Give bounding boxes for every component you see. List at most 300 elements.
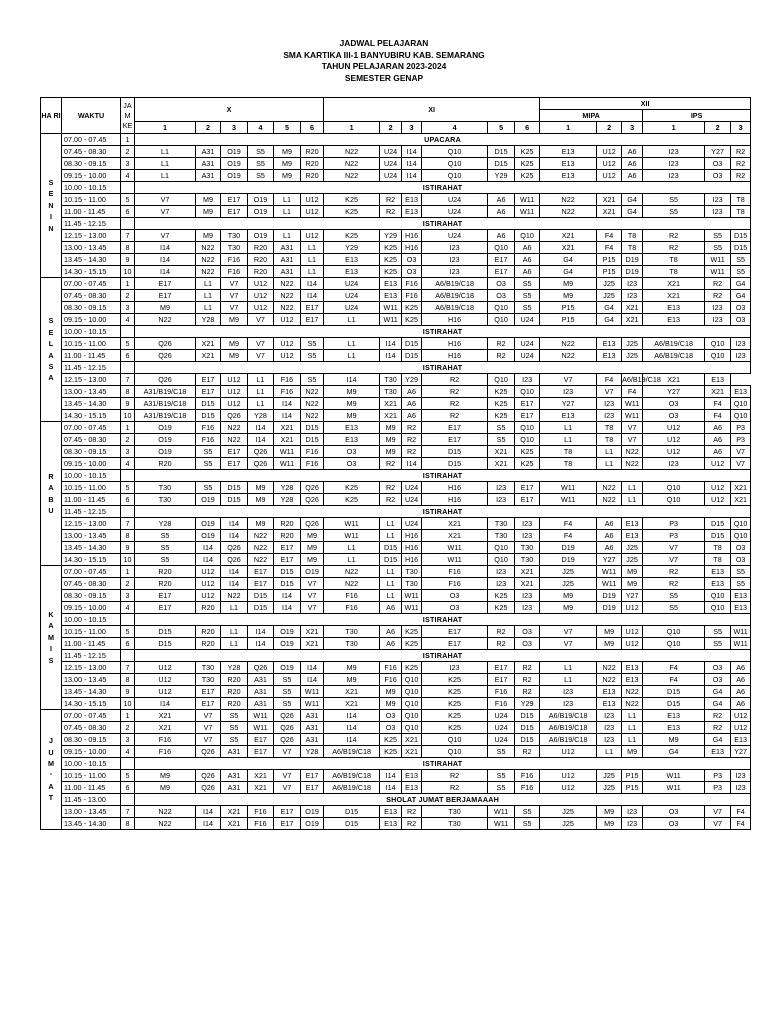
subject-cell: R2 (402, 818, 422, 830)
merged-activity-cell: ISTIRAHAT (135, 614, 751, 626)
subject-cell: A6 (402, 386, 422, 398)
subject-cell: N22 (597, 674, 622, 686)
subject-cell: W11 (705, 266, 731, 278)
subject-cell: X21 (540, 230, 597, 242)
subject-cell: R20 (274, 530, 301, 542)
period-cell: 4 (121, 458, 135, 470)
subject-cell: A31 (274, 266, 301, 278)
subject-cell: K25 (488, 590, 515, 602)
subject-cell: N22 (301, 386, 324, 398)
subject-cell: I23 (422, 254, 488, 266)
subject-cell: R20 (301, 146, 324, 158)
subject-cell: U24 (488, 710, 515, 722)
subject-cell: E13 (705, 374, 731, 386)
subject-cell: V7 (274, 782, 301, 794)
time-cell: 11.00 - 11.45 (62, 782, 121, 794)
subject-cell: Q10 (731, 530, 751, 542)
subject-cell: I23 (515, 374, 540, 386)
subject-cell: K25 (515, 446, 540, 458)
table-row (41, 218, 751, 230)
subject-cell: M9 (540, 278, 597, 290)
subject-cell: J25 (597, 770, 622, 782)
period-cell: 4 (121, 746, 135, 758)
subject-cell: A6 (597, 518, 622, 530)
subject-cell: F16 (422, 566, 488, 578)
subject-cell: R2 (705, 290, 731, 302)
subject-cell: Q26 (196, 782, 221, 794)
subject-cell: S5 (248, 146, 274, 158)
subject-cell: I23 (597, 398, 622, 410)
subject-cell: I23 (731, 782, 751, 794)
subject-cell: I23 (488, 566, 515, 578)
subject-cell: Y27 (597, 554, 622, 566)
subject-cell: F16 (324, 590, 380, 602)
subject-cell: X21 (135, 722, 196, 734)
subject-cell: U12 (731, 722, 751, 734)
subject-cell: W11 (597, 566, 622, 578)
subject-cell: N22 (135, 818, 196, 830)
subject-cell: L1 (380, 590, 402, 602)
table-row (41, 242, 751, 254)
subject-cell: F16 (301, 458, 324, 470)
table-row (41, 458, 751, 470)
period-cell: 8 (121, 242, 135, 254)
table-row (41, 662, 751, 674)
header-kelas-x: X (135, 98, 324, 122)
time-cell: 07.00 - 07.45 (62, 278, 121, 290)
subject-cell: E13 (643, 722, 705, 734)
subject-cell: L1 (622, 734, 643, 746)
subject-cell: E13 (380, 278, 402, 290)
col-number-xi-4: 4 (422, 122, 488, 134)
subject-cell: U24 (402, 494, 422, 506)
subject-cell: W11 (301, 698, 324, 710)
table-row (41, 770, 751, 782)
subject-cell: Q10 (731, 398, 751, 410)
title-line-2: SMA KARTIKA III-1 BANYUBIRU KAB. SEMARANG (283, 49, 485, 60)
subject-cell: V7 (705, 818, 731, 830)
time-cell: 12.15 - 13.00 (62, 518, 121, 530)
subject-cell: U12 (622, 638, 643, 650)
subject-cell: M9 (622, 578, 643, 590)
subject-cell: D19 (597, 602, 622, 614)
subject-cell: I14 (324, 722, 380, 734)
subject-cell: R2 (422, 386, 488, 398)
subject-cell: G4 (597, 302, 622, 314)
subject-cell: Y28 (221, 662, 248, 674)
merged-activity-cell: ISTIRAHAT (135, 362, 751, 374)
table-row (41, 230, 751, 242)
subject-cell: N22 (248, 554, 274, 566)
period-cell: 6 (121, 494, 135, 506)
title-line-3: TAHUN PELAJARAN 2023-2024 (321, 61, 447, 72)
subject-cell: V7 (301, 578, 324, 590)
subject-cell: M9 (274, 158, 301, 170)
subject-cell: Q26 (301, 482, 324, 494)
subject-cell: I14 (221, 518, 248, 530)
subject-cell: Q26 (248, 662, 274, 674)
subject-cell: R2 (380, 494, 402, 506)
subject-cell: U12 (301, 206, 324, 218)
subject-cell: I14 (274, 398, 301, 410)
subject-cell: Q10 (402, 674, 422, 686)
subject-cell: A31 (248, 698, 274, 710)
time-cell: 07.45 - 08.30 (62, 578, 121, 590)
subject-cell: I23 (643, 170, 705, 182)
subject-cell: I23 (488, 578, 515, 590)
subject-cell: V7 (196, 734, 221, 746)
subject-cell: N22 (324, 158, 380, 170)
table-row (41, 566, 751, 578)
period-cell (121, 470, 135, 482)
subject-cell: M9 (135, 782, 196, 794)
subject-cell: X21 (380, 410, 402, 422)
subject-cell: U24 (380, 170, 402, 182)
subject-cell: U24 (402, 518, 422, 530)
subject-cell: Q26 (135, 350, 196, 362)
subject-cell: F4 (643, 674, 705, 686)
subject-cell: U12 (135, 662, 196, 674)
subject-cell: X21 (515, 566, 540, 578)
subject-cell: M9 (324, 410, 380, 422)
col-number-mipa-3: 3 (622, 122, 643, 134)
time-cell: 14.30 - 15.15 (62, 698, 121, 710)
subject-cell: I14 (301, 662, 324, 674)
subject-cell: D19 (597, 590, 622, 602)
subject-cell: L1 (597, 458, 622, 470)
subject-cell: D15 (221, 482, 248, 494)
subject-cell: E17 (135, 590, 196, 602)
table-row (41, 722, 751, 734)
subject-cell: R20 (196, 638, 221, 650)
time-cell: 09.15 - 10.00 (62, 746, 121, 758)
subject-cell: R2 (380, 482, 402, 494)
subject-cell: A31/B19/C18 (135, 398, 196, 410)
subject-cell: X21 (422, 518, 488, 530)
subject-cell: A31 (221, 770, 248, 782)
subject-cell: U24 (324, 290, 380, 302)
subject-cell: M9 (597, 638, 622, 650)
subject-cell: S5 (135, 542, 196, 554)
subject-cell: O19 (135, 446, 196, 458)
subject-cell: P15 (622, 770, 643, 782)
subject-cell: L1 (221, 638, 248, 650)
subject-cell: T8 (731, 206, 751, 218)
period-cell: 2 (121, 434, 135, 446)
period-cell: 8 (121, 674, 135, 686)
subject-cell: E17 (221, 194, 248, 206)
subject-cell: A6 (705, 422, 731, 434)
time-cell: 08.30 - 09.15 (62, 446, 121, 458)
subject-cell: R2 (515, 662, 540, 674)
subject-cell: J25 (540, 578, 597, 590)
subject-cell: Y28 (135, 518, 196, 530)
subject-cell: I14 (196, 542, 221, 554)
subject-cell: D15 (488, 146, 515, 158)
subject-cell: F16 (488, 686, 515, 698)
subject-cell: V7 (135, 230, 196, 242)
subject-cell: K25 (380, 254, 402, 266)
subject-cell: D15 (301, 434, 324, 446)
subject-cell: H16 (422, 350, 488, 362)
subject-cell: W11 (731, 626, 751, 638)
subject-cell: D15 (731, 242, 751, 254)
period-cell: 1 (121, 422, 135, 434)
subject-cell: Q26 (301, 494, 324, 506)
subject-cell: D15 (221, 494, 248, 506)
period-cell: 1 (121, 134, 135, 146)
subject-cell: L1 (622, 482, 643, 494)
subject-cell: M9 (221, 350, 248, 362)
subject-cell: E17 (301, 782, 324, 794)
subject-cell: N22 (597, 494, 622, 506)
subject-cell: I14 (380, 350, 402, 362)
subject-cell: F4 (643, 662, 705, 674)
subject-cell: R2 (643, 242, 705, 254)
subject-cell: L1 (135, 146, 196, 158)
subject-cell: U12 (643, 434, 705, 446)
subject-cell: X21 (248, 770, 274, 782)
subject-cell: Q10 (422, 170, 488, 182)
subject-cell: Y28 (274, 482, 301, 494)
subject-cell: E17 (488, 674, 515, 686)
table-row (41, 554, 751, 566)
subject-cell: I14 (402, 458, 422, 470)
subject-cell: P3 (643, 530, 705, 542)
subject-cell: I23 (622, 290, 643, 302)
subject-cell: N22 (324, 146, 380, 158)
subject-cell: W11 (643, 782, 705, 794)
table-row (41, 698, 751, 710)
subject-cell: W11 (248, 710, 274, 722)
subject-cell: R20 (135, 458, 196, 470)
subject-cell: A31 (301, 710, 324, 722)
subject-cell: W11 (515, 206, 540, 218)
subject-cell: O19 (301, 806, 324, 818)
subject-cell: A6/B19/C18 (540, 722, 597, 734)
subject-cell: G4 (731, 290, 751, 302)
table-row (41, 710, 751, 722)
table-row (41, 410, 751, 422)
time-cell: 09.15 - 10.00 (62, 458, 121, 470)
subject-cell: A6/B19/C18 (643, 338, 705, 350)
subject-cell: U12 (135, 674, 196, 686)
time-cell: 11.45 - 12.15 (62, 362, 121, 374)
col-number-xi-1: 1 (324, 122, 380, 134)
subject-cell: S5 (488, 422, 515, 434)
subject-cell: E17 (422, 434, 488, 446)
subject-cell: S5 (196, 482, 221, 494)
subject-cell: N22 (135, 314, 196, 326)
subject-cell: Q10 (402, 710, 422, 722)
subject-cell: E17 (248, 734, 274, 746)
subject-cell: R2 (402, 806, 422, 818)
subject-cell: K25 (402, 662, 422, 674)
subject-cell: S5 (643, 590, 705, 602)
subject-cell: V7 (301, 602, 324, 614)
subject-cell: Q10 (515, 386, 540, 398)
subject-cell: L1 (301, 254, 324, 266)
subject-cell: Q10 (422, 158, 488, 170)
subject-cell: S5 (488, 770, 515, 782)
subject-cell: U12 (731, 710, 751, 722)
subject-cell: O19 (221, 158, 248, 170)
subject-cell: F16 (248, 806, 274, 818)
subject-cell: D15 (324, 806, 380, 818)
subject-cell: E13 (380, 818, 402, 830)
subject-cell: S5 (515, 278, 540, 290)
subject-cell: X21 (488, 458, 515, 470)
subject-cell: R2 (731, 146, 751, 158)
merged-activity-cell: ISTIRAHAT (135, 758, 751, 770)
subject-cell: M9 (540, 602, 597, 614)
subject-cell: D15 (515, 722, 540, 734)
subject-cell: Q10 (402, 698, 422, 710)
period-cell: 6 (121, 638, 135, 650)
subject-cell: K25 (324, 482, 380, 494)
subject-cell: Q10 (422, 734, 488, 746)
subject-cell: I23 (597, 722, 622, 734)
subject-cell: U12 (540, 782, 597, 794)
subject-cell: Q10 (643, 626, 705, 638)
col-number-x-5: 5 (274, 122, 301, 134)
subject-cell: O3 (731, 554, 751, 566)
subject-cell: O19 (196, 494, 221, 506)
subject-cell: I23 (597, 710, 622, 722)
subject-cell: K25 (402, 638, 422, 650)
subject-cell: G4 (705, 698, 731, 710)
subject-cell: U12 (196, 578, 221, 590)
subject-cell: J25 (597, 290, 622, 302)
period-cell: 4 (121, 602, 135, 614)
subject-cell: M9 (196, 194, 221, 206)
subject-cell: N22 (597, 482, 622, 494)
table-row (41, 182, 751, 194)
subject-cell: K25 (380, 242, 402, 254)
subject-cell: R2 (422, 398, 488, 410)
subject-cell: I14 (301, 290, 324, 302)
subject-cell: S5 (731, 566, 751, 578)
table-row (41, 674, 751, 686)
subject-cell: I14 (221, 530, 248, 542)
subject-cell: M9 (274, 170, 301, 182)
table-row (41, 806, 751, 818)
subject-cell: N22 (274, 278, 301, 290)
subject-cell: R20 (274, 518, 301, 530)
subject-cell: O19 (248, 194, 274, 206)
subject-cell: M9 (540, 590, 597, 602)
subject-cell: F16 (221, 254, 248, 266)
period-cell (121, 614, 135, 626)
subject-cell: S5 (731, 266, 751, 278)
subject-cell: X21 (597, 206, 622, 218)
subject-cell: R20 (248, 254, 274, 266)
subject-cell: P15 (597, 254, 622, 266)
table-row (41, 746, 751, 758)
subject-cell: K25 (402, 626, 422, 638)
subject-cell: T8 (622, 230, 643, 242)
subject-cell: I23 (540, 686, 597, 698)
subject-cell: T8 (643, 254, 705, 266)
col-number-ips-3: 3 (731, 122, 751, 134)
table-row (41, 530, 751, 542)
subject-cell: J25 (597, 782, 622, 794)
subject-cell: E13 (540, 146, 597, 158)
subject-cell: E13 (597, 698, 622, 710)
subject-cell: Q26 (196, 746, 221, 758)
subject-cell: I14 (380, 338, 402, 350)
subject-cell: N22 (221, 590, 248, 602)
table-row (41, 206, 751, 218)
subject-cell: I14 (324, 734, 380, 746)
subject-cell: N22 (540, 350, 597, 362)
subject-cell: A31 (248, 674, 274, 686)
subject-cell: Y27 (731, 746, 751, 758)
subject-cell: U24 (380, 146, 402, 158)
subject-cell: Q26 (196, 770, 221, 782)
subject-cell: F16 (221, 266, 248, 278)
subject-cell: U24 (515, 338, 540, 350)
subject-cell: Q10 (731, 410, 751, 422)
subject-cell: E13 (622, 674, 643, 686)
time-cell: 09.15 - 10.00 (62, 170, 121, 182)
subject-cell: T8 (597, 434, 622, 446)
subject-cell: K25 (488, 410, 515, 422)
subject-cell: R2 (422, 410, 488, 422)
subject-cell: F16 (515, 782, 540, 794)
subject-cell: K25 (324, 230, 380, 242)
subject-cell: D15 (248, 602, 274, 614)
table-row (41, 146, 751, 158)
subject-cell: R2 (422, 782, 488, 794)
period-cell: 2 (121, 146, 135, 158)
subject-cell: X21 (540, 242, 597, 254)
time-cell: 10.15 - 11.00 (62, 194, 121, 206)
subject-cell: Q10 (488, 554, 515, 566)
subject-cell: Y28 (274, 494, 301, 506)
subject-cell: Q10 (705, 350, 731, 362)
subject-cell: D15 (135, 638, 196, 650)
day-label: J U M ' A T (41, 710, 62, 830)
subject-cell: Q10 (402, 686, 422, 698)
merged-activity-cell: ISTIRAHAT (135, 650, 751, 662)
subject-cell: P3 (705, 782, 731, 794)
subject-cell: R2 (705, 722, 731, 734)
subject-cell: E13 (622, 662, 643, 674)
subject-cell: N22 (248, 542, 274, 554)
subject-cell: A6 (597, 542, 622, 554)
subject-cell: L1 (221, 602, 248, 614)
subject-cell: L1 (248, 386, 274, 398)
table-row (41, 482, 751, 494)
time-cell: 13.00 - 13.45 (62, 242, 121, 254)
subject-cell: W11 (731, 638, 751, 650)
subject-cell: S5 (643, 206, 705, 218)
subject-cell: R2 (705, 710, 731, 722)
subject-cell: Q26 (221, 542, 248, 554)
subject-cell: X21 (402, 746, 422, 758)
subject-cell: J25 (540, 818, 597, 830)
subject-cell: A6 (515, 266, 540, 278)
subject-cell: U12 (705, 458, 731, 470)
period-cell (121, 182, 135, 194)
schedule-body (41, 134, 751, 830)
subject-cell: V7 (196, 710, 221, 722)
subject-cell: P3 (731, 434, 751, 446)
subject-cell: E17 (422, 626, 488, 638)
subject-cell: W11 (643, 770, 705, 782)
subject-cell: A6 (380, 626, 402, 638)
